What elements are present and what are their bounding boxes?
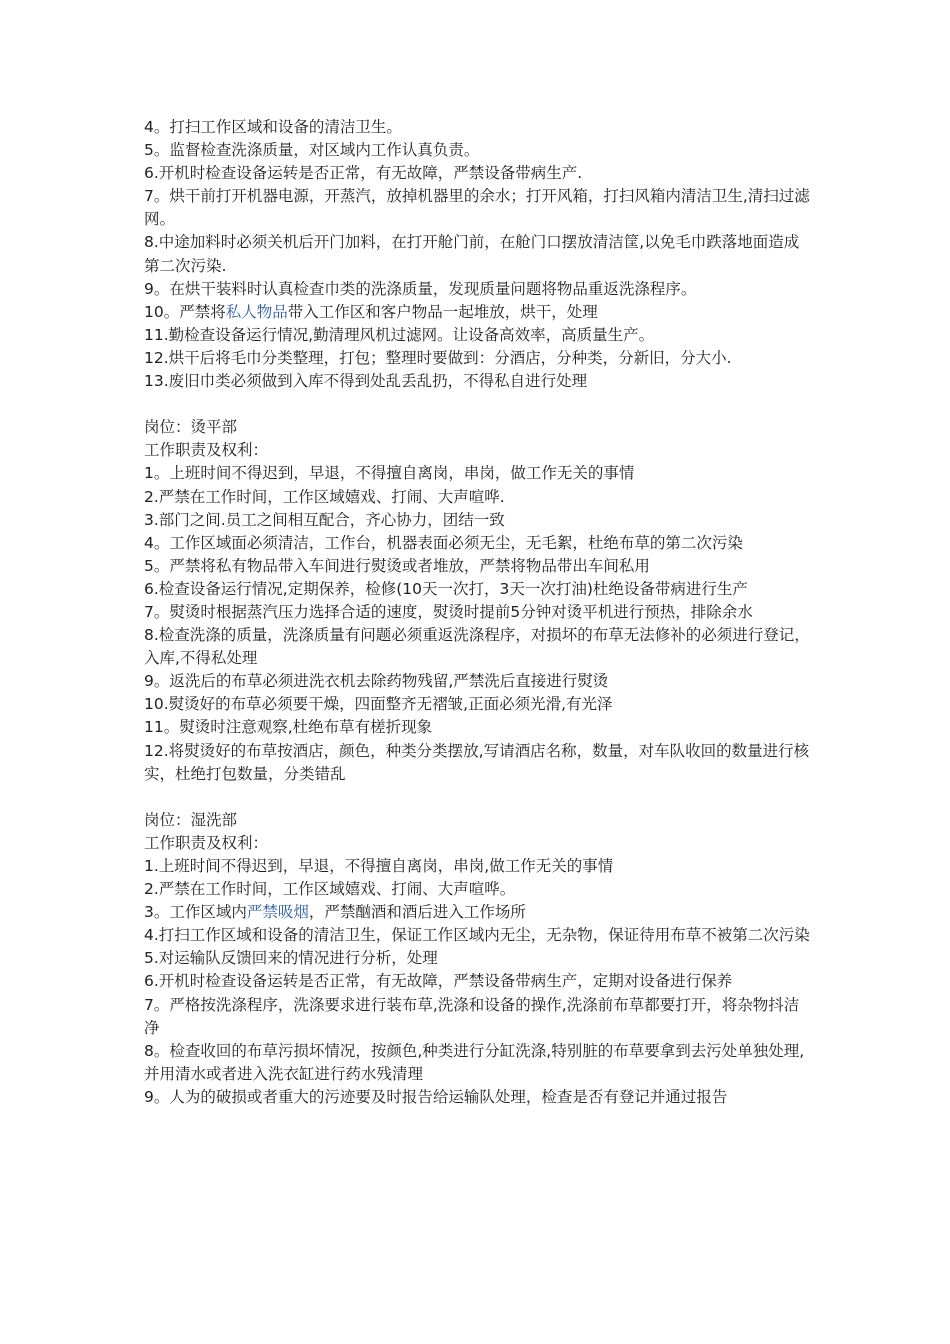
list-item-text: ，严禁酗酒和酒后进入工作场所 <box>308 903 526 922</box>
list-item: 12.将熨烫好的布草按酒店，颜色，种类分类摆放,写请酒店名称，数量，对车队收回的数量进行核实，杜绝打包数量，分类错乱 <box>144 741 810 783</box>
list-item: 8.中途加料时必须关机后开门加料，在打开舱门前，在舱门口摆放清洁筐,以免毛巾跌落地面造成第二次污染. <box>144 233 800 275</box>
no-smoking-link[interactable]: 严禁吸烟 <box>246 903 309 922</box>
list-item: 6.开机时检查设备运转是否正常，有无故障，严禁设备带病生产. <box>144 164 583 183</box>
list-item: 9。在烘干装料时认真检查巾类的洗涤质量，发现质量问题将物品重返洗涤程序。 <box>144 279 697 298</box>
duties-heading: 工作职责及权利： <box>144 833 269 852</box>
list-item: 7。烘干前打开机器电源，开蒸汽，放掉机器里的余水；打开风箱，打扫风箱内清洁卫生,清扫过滤网。 <box>144 187 810 229</box>
list-item <box>144 901 812 924</box>
list-item: 4.打扫工作区域和设备的清洁卫生，保证工作区域内无尘，无杂物，保证待用布草不被第二次污染 <box>144 926 810 945</box>
personal-items-link[interactable]: 私人物品 <box>225 302 288 321</box>
list-item: 5。监督检查洗涤质量，对区域内工作认真负责。 <box>144 141 480 160</box>
paragraph-gap <box>144 786 812 809</box>
list-item-text: 3。工作区域内 <box>144 903 247 922</box>
list-item: 2.严禁在工作时间，工作区域嬉戏、打闹、大声喧哗. <box>144 487 505 506</box>
duties-heading: 工作职责及权利： <box>144 441 269 460</box>
section-drying <box>144 116 812 393</box>
list-item <box>144 301 812 324</box>
paragraph-gap <box>144 393 812 416</box>
list-item: 9。人为的破损或者重大的污迹要及时报告给运输队处理，检查是否有登记并通过报告 <box>144 1087 728 1106</box>
list-item: 8.检查洗涤的质量，洗涤质量有问题必须重返洗涤程序，对损坏的布草无法修补的必须进行登记，入库,不得私处理 <box>144 626 810 668</box>
post-heading: 岗位：湿洗部 <box>144 810 238 829</box>
section-wet-wash <box>144 809 812 1109</box>
list-item: 2.严禁在工作时间，工作区域嬉戏、打闹、大声喧哗。 <box>144 880 516 899</box>
list-item: 13.废旧巾类必须做到入库不得到处乱丢乱扔，不得私自进行处理 <box>144 372 588 391</box>
list-item: 11。熨烫时注意观察,杜绝布草有槎折现象 <box>144 718 433 737</box>
list-item: 7。严格按洗涤程序，洗涤要求进行装布草,洗涤和设备的操作,洗涤前布草都要打开，将杂物抖洁净 <box>144 995 800 1037</box>
list-item: 12.烘干后将毛巾分类整理，打包；整理时要做到：分酒店，分种类，分新旧，分大小. <box>144 348 732 367</box>
list-item: 7。熨烫时根据蒸汽压力选择合适的速度，熨烫时提前5分钟对烫平机进行预热，排除余水 <box>144 602 753 621</box>
post-heading: 岗位：烫平部 <box>144 418 238 437</box>
list-item: 8。检查收回的布草污损坏情况，按颜色,种类进行分缸洗涤,特别脏的布草要拿到去污处单独处理,并用清水或者进入洗衣缸进行药水残清理 <box>144 1041 805 1083</box>
list-item-text: 带入工作区和客户物品一起堆放，烘干，处理 <box>287 302 598 321</box>
list-item-text: 10。严禁将 <box>144 302 226 321</box>
list-item: 3.部门之间.员工之间相互配合，齐心协力，团结一致 <box>144 510 505 529</box>
list-item: 6.检查设备运行情况,定期保养，检修(10天一次打，3天一次打油)杜绝设备带病进行生产 <box>144 579 748 598</box>
document-page <box>144 116 812 1109</box>
list-item: 6.开机时检查设备运转是否正常，有无故障，严禁设备带病生产，定期对设备进行保养 <box>144 972 733 991</box>
list-item: 5。严禁将私有物品带入车间进行熨烫或者堆放，严禁将物品带出车间私用 <box>144 556 650 575</box>
list-item: 9。返洗后的布草必须进洗衣机去除药物残留,严禁洗后直接进行熨烫 <box>144 672 609 691</box>
list-item: 4。打扫工作区域和设备的清洁卫生。 <box>144 118 402 136</box>
section-ironing <box>144 416 812 786</box>
list-item: 10.熨烫好的布草必须要干燥，四面整齐无褶皱,正面必须光滑,有光泽 <box>144 695 613 714</box>
list-item: 4。工作区域面必须清洁，工作台，机器表面必须无尘，无毛絮，杜绝布草的第二次污染 <box>144 533 743 552</box>
list-item: 5.对运输队反馈回来的情况进行分析，处理 <box>144 949 438 968</box>
list-item: 1。上班时间不得迟到，早退，不得擅自离岗，串岗，做工作无关的事情 <box>144 464 635 483</box>
list-item: 1.上班时间不得迟到，早退，不得擅自离岗，串岗,做工作无关的事情 <box>144 857 614 875</box>
list-item: 11.勤检查设备运行情况,勤清理风机过滤网。让设备高效率，高质量生产。 <box>144 325 655 344</box>
